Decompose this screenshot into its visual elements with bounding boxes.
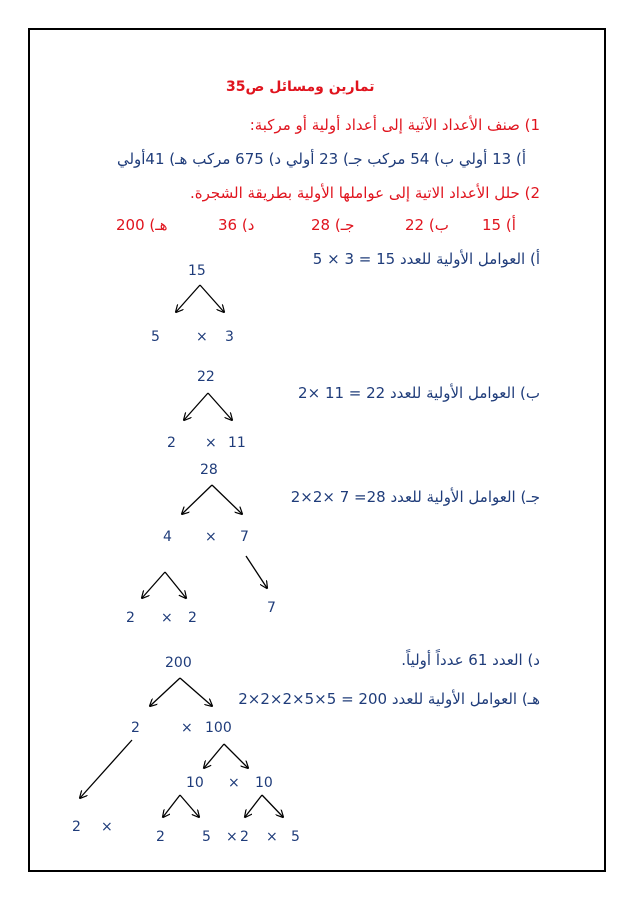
tree200-leaf1: 2 xyxy=(72,819,81,835)
result-d: د) العدد 61 عدداً أولياً. xyxy=(401,651,540,669)
result-c: جـ) العوامل الأولية للعدد 28= 7 ×2×2 xyxy=(290,488,540,506)
page-title: تمارين ومسائل ص35 xyxy=(226,79,375,95)
tree28-left: 4 xyxy=(163,529,172,545)
q2-item-c: جـ) 28 xyxy=(311,216,355,234)
tree22-right: 11 xyxy=(228,435,246,451)
tree200-bop2: × xyxy=(266,829,278,845)
tree22-root: 22 xyxy=(197,369,215,385)
tree15-op: × xyxy=(196,329,208,345)
tree28-rchild: 7 xyxy=(267,600,276,616)
q2-item-a: أ) 15 xyxy=(482,216,516,234)
tree200-mid-right: 10 xyxy=(255,775,273,791)
tree200-leaf1-op: × xyxy=(101,819,113,835)
result-a: أ) العوامل الأولية للعدد 15 = 3 × 5 xyxy=(312,250,540,268)
tree28-right: 7 xyxy=(240,529,249,545)
tree200-mid-op: × xyxy=(228,775,240,791)
tree28-lr: 2 xyxy=(188,610,197,626)
question-1-answers: أ) 13 أولي ب) 54 مركب جـ) 23 أولي د) 675 مركب هـ) 41أولي xyxy=(116,150,526,168)
tree200-b4: 5 xyxy=(291,829,300,845)
tree200-op: × xyxy=(181,720,193,736)
tree15-left: 5 xyxy=(151,329,160,345)
tree22-op: × xyxy=(205,435,217,451)
tree200-root: 200 xyxy=(165,655,192,671)
q2-item-e: هـ) 200 xyxy=(116,216,168,234)
tree200-b1: 2 xyxy=(156,829,165,845)
tree28-lop: × xyxy=(161,610,173,626)
tree200-right: 100 xyxy=(205,720,232,736)
question-2: 2) حلل الأعداد الاتية إلى عواملها الأولية بطريقة الشجرة. xyxy=(190,184,540,202)
tree200-b3: 2 xyxy=(240,829,249,845)
tree15-root: 15 xyxy=(188,263,206,279)
q2-item-d: د) 36 xyxy=(218,216,255,234)
tree200-b2: 5 xyxy=(202,829,211,845)
tree22-left: 2 xyxy=(167,435,176,451)
tree200-mid-left: 10 xyxy=(186,775,204,791)
tree28-root: 28 xyxy=(200,462,218,478)
result-e: هـ) العوامل الأولية للعدد 200 = 5×5×2×2×2 xyxy=(238,690,540,708)
tree28-ll: 2 xyxy=(126,610,135,626)
tree15-right: 3 xyxy=(225,329,234,345)
tree200-left: 2 xyxy=(131,720,140,736)
result-b: ب) العوامل الأولية للعدد 22 = 11 ×2 xyxy=(298,384,540,402)
tree28-op: × xyxy=(205,529,217,545)
q2-item-b: ب) 22 xyxy=(405,216,449,234)
tree200-bop1: × xyxy=(226,829,238,845)
question-1: 1) صنف الأعداد الآتية إلى أعداد أولية أو مركبة: xyxy=(249,116,540,134)
